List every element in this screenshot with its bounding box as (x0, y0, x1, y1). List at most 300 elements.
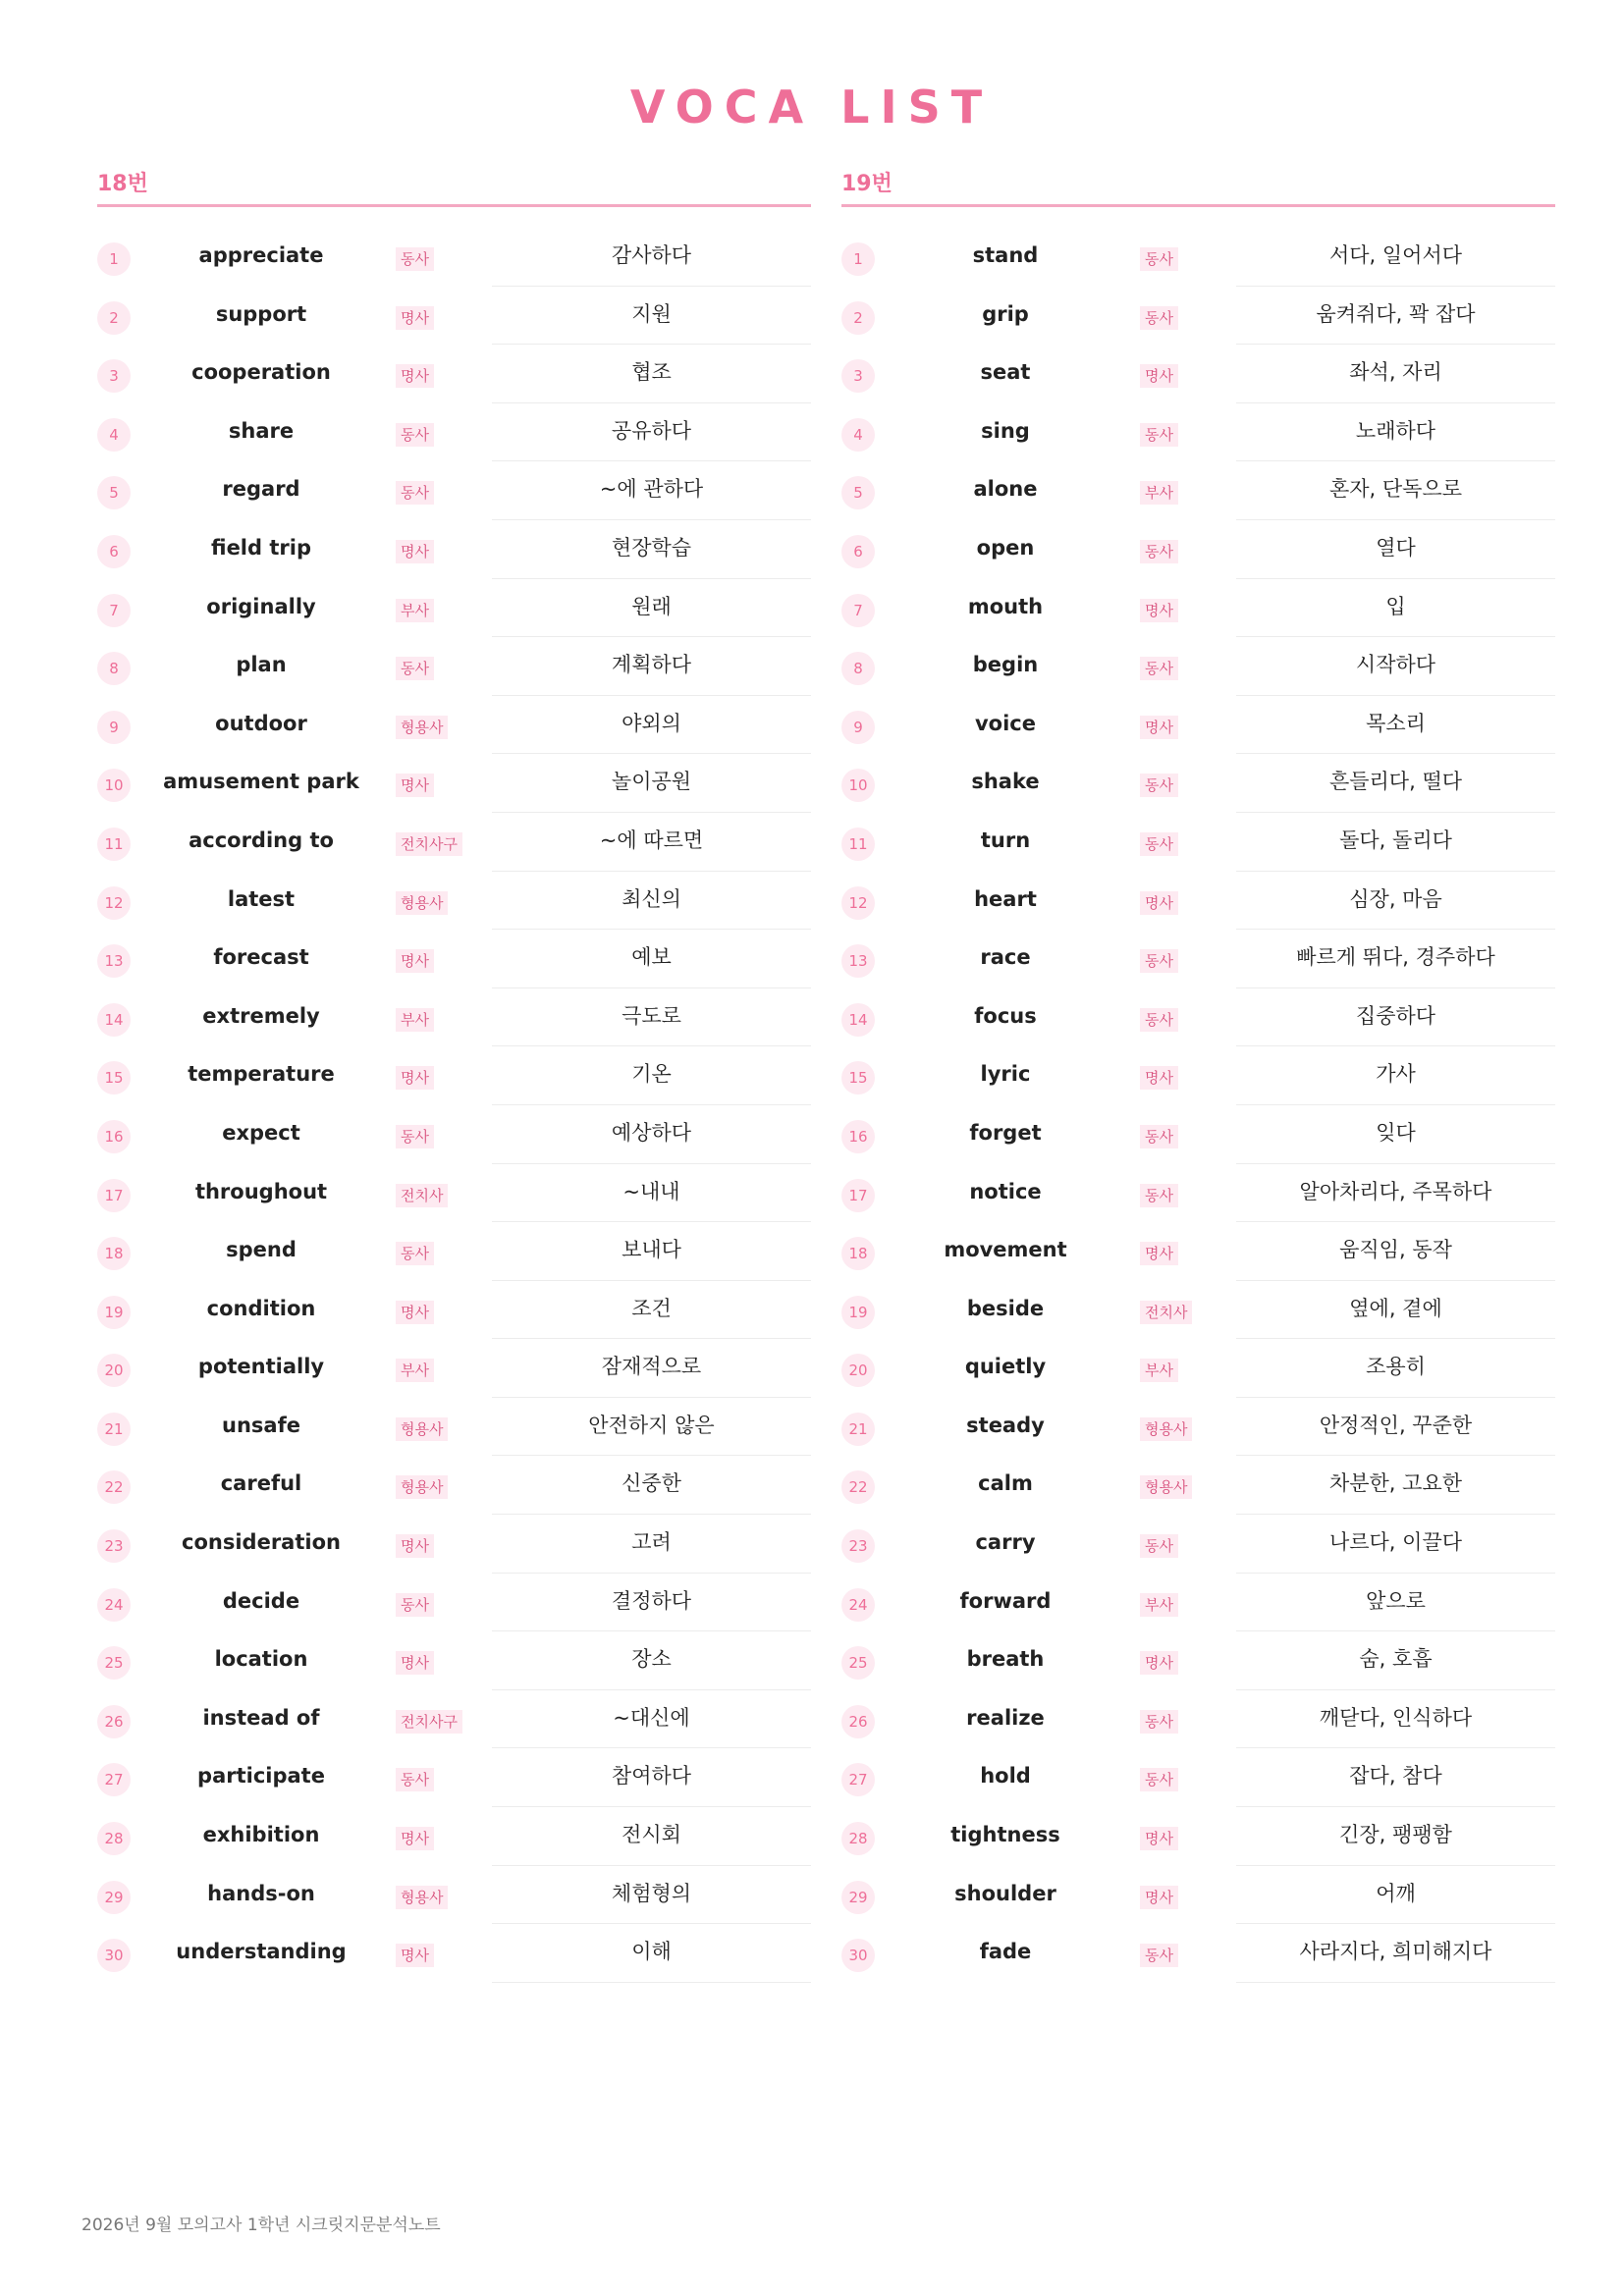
vocab-row (97, 695, 811, 754)
part-of-speech-badge: 동사 (1140, 1768, 1178, 1791)
vocab-meaning: 긴장, 팽팽함 (1236, 1806, 1555, 1866)
vocab-list (97, 227, 811, 1982)
part-of-speech-badge: 동사 (1140, 1008, 1178, 1032)
item-number-badge: 23 (841, 1529, 875, 1563)
vocab-meaning: 원래 (492, 578, 811, 638)
vocab-word: realize (966, 1705, 1045, 1730)
part-of-speech-badge: 동사 (1140, 540, 1178, 563)
vocab-row (841, 1455, 1555, 1514)
part-of-speech-badge: 동사 (1140, 1944, 1178, 1967)
item-number-badge: 1 (841, 242, 875, 276)
vocab-word: hold (980, 1764, 1031, 1789)
item-number-badge: 7 (841, 594, 875, 627)
item-number-badge: 3 (97, 359, 131, 393)
vocab-meaning: 깨닫다, 인식하다 (1236, 1689, 1555, 1749)
part-of-speech-badge: 명사 (1140, 716, 1178, 739)
vocab-meaning: 야외의 (492, 695, 811, 755)
item-number-badge: 18 (97, 1237, 131, 1270)
vocab-word: hands-on (207, 1881, 315, 1905)
vocab-word: notice (969, 1179, 1042, 1203)
vocab-row (97, 1865, 811, 1924)
item-number-badge: 2 (97, 301, 131, 335)
vocab-meaning: 놀이공원 (492, 753, 811, 813)
vocab-word: race (980, 945, 1031, 970)
vocab-word: tightness (950, 1823, 1060, 1847)
vocab-meaning: 입 (1236, 578, 1555, 638)
vocab-meaning: 체험형의 (492, 1865, 811, 1925)
item-number-badge: 4 (97, 418, 131, 452)
vocab-row (841, 402, 1555, 461)
vocab-word: focus (974, 1003, 1037, 1028)
item-number-badge: 10 (97, 769, 131, 802)
vocab-row (97, 1280, 811, 1339)
vocab-word: understanding (176, 1940, 347, 1964)
vocab-word: potentially (197, 1355, 325, 1379)
vocab-meaning: 감사하다 (492, 227, 811, 287)
vocab-meaning: 혼자, 단독으로 (1236, 460, 1555, 520)
part-of-speech-badge: 형용사 (396, 1417, 448, 1441)
part-of-speech-badge: 동사 (396, 1593, 434, 1617)
vocab-row (841, 1338, 1555, 1397)
item-number-badge: 11 (841, 828, 875, 861)
vocab-meaning: 집중하다 (1236, 988, 1555, 1047)
vocab-meaning: 사라지다, 희미해지다 (1236, 1923, 1555, 1983)
vocab-meaning: 옆에, 곁에 (1236, 1280, 1555, 1340)
vocab-word: shoulder (954, 1881, 1056, 1905)
vocab-row (97, 1514, 811, 1573)
vocab-word: location (214, 1647, 308, 1672)
vocab-row (97, 578, 811, 637)
vocab-row (841, 1163, 1555, 1222)
part-of-speech-badge: 명사 (396, 774, 434, 797)
part-of-speech-badge: 부사 (396, 599, 434, 622)
part-of-speech-badge: 명사 (1140, 1886, 1178, 1909)
item-number-badge: 16 (841, 1120, 875, 1153)
vocab-row (841, 1221, 1555, 1280)
section-divider (841, 204, 1555, 207)
vocab-row (841, 519, 1555, 578)
vocab-word: open (976, 535, 1035, 560)
part-of-speech-badge: 동사 (1140, 247, 1178, 271)
vocab-word: throughout (194, 1179, 328, 1203)
vocab-meaning: ~에 관하다 (492, 460, 811, 520)
item-number-badge: 17 (97, 1179, 131, 1212)
vocab-meaning: ~에 따르면 (492, 812, 811, 872)
vocab-row (97, 1573, 811, 1631)
part-of-speech-badge: 동사 (1140, 1710, 1178, 1734)
item-number-badge: 8 (841, 652, 875, 685)
vocab-row (841, 1747, 1555, 1806)
vocab-word: regard (222, 477, 300, 502)
section-label: 19번 (841, 172, 893, 196)
vocab-word: lyric (980, 1062, 1031, 1087)
vocab-row (841, 1104, 1555, 1163)
item-number-badge: 3 (841, 359, 875, 393)
part-of-speech-badge: 형용사 (1140, 1475, 1192, 1499)
vocab-meaning: 심장, 마음 (1236, 871, 1555, 931)
item-number-badge: 23 (97, 1529, 131, 1563)
item-number-badge: 17 (841, 1179, 875, 1212)
part-of-speech-badge: 형용사 (396, 1886, 448, 1909)
vocab-word: calm (978, 1471, 1033, 1496)
vocab-row (97, 812, 811, 871)
part-of-speech-badge: 명사 (396, 306, 434, 330)
vocab-row (97, 636, 811, 695)
vocab-meaning: 조건 (492, 1280, 811, 1340)
vocab-row (841, 460, 1555, 519)
part-of-speech-badge: 명사 (1140, 1651, 1178, 1675)
vocab-row (97, 402, 811, 461)
vocab-row (841, 695, 1555, 754)
vocab-row (97, 1630, 811, 1689)
part-of-speech-badge: 동사 (1140, 774, 1178, 797)
vocab-meaning: 공유하다 (492, 402, 811, 462)
vocab-row (97, 286, 811, 345)
vocab-row (841, 636, 1555, 695)
vocab-meaning: 최신의 (492, 871, 811, 931)
vocab-meaning: 잠재적으로 (492, 1338, 811, 1398)
vocab-word: appreciate (198, 243, 324, 267)
vocab-row (841, 1630, 1555, 1689)
item-number-badge: 7 (97, 594, 131, 627)
vocab-row (97, 1455, 811, 1514)
vocab-word: sing (981, 418, 1030, 443)
vocab-meaning: 지원 (492, 286, 811, 346)
item-number-badge: 30 (841, 1939, 875, 1972)
vocab-row (97, 1747, 811, 1806)
vocab-row (841, 1573, 1555, 1631)
vocab-word: extremely (202, 1003, 320, 1028)
part-of-speech-badge: 명사 (1140, 1827, 1178, 1850)
vocab-meaning: 노래하다 (1236, 402, 1555, 462)
section-label: 18번 (97, 172, 148, 196)
item-number-badge: 13 (841, 944, 875, 978)
vocab-word: fade (979, 1940, 1032, 1964)
part-of-speech-badge: 명사 (1140, 891, 1178, 915)
item-number-badge: 14 (97, 1003, 131, 1037)
item-number-badge: 28 (841, 1822, 875, 1855)
page-footer: 2026년 9월 모의고사 1학년 시크릿지문분석노트 (81, 2216, 441, 2235)
part-of-speech-badge: 동사 (1140, 306, 1178, 330)
vocab-row (841, 578, 1555, 637)
vocab-meaning: 신중한 (492, 1455, 811, 1515)
vocab-meaning: 목소리 (1236, 695, 1555, 755)
vocab-section-right (841, 165, 1555, 1982)
vocab-row (97, 519, 811, 578)
vocab-meaning: 잊다 (1236, 1104, 1555, 1164)
part-of-speech-badge: 명사 (396, 1944, 434, 1967)
vocab-word: instead of (202, 1705, 320, 1730)
vocab-meaning: 서다, 일어서다 (1236, 227, 1555, 287)
vocab-row (841, 929, 1555, 988)
vocab-meaning: 기온 (492, 1045, 811, 1105)
vocab-meaning: 나르다, 이끌다 (1236, 1514, 1555, 1574)
part-of-speech-badge: 부사 (1140, 481, 1178, 505)
part-of-speech-badge: 동사 (396, 481, 434, 505)
part-of-speech-badge: 형용사 (396, 716, 448, 739)
item-number-badge: 26 (841, 1705, 875, 1738)
vocab-word: consideration (182, 1530, 341, 1555)
vocab-row (841, 1514, 1555, 1573)
vocab-row (97, 1923, 811, 1982)
vocab-row (97, 1338, 811, 1397)
vocab-meaning: ~대신에 (492, 1689, 811, 1749)
item-number-badge: 14 (841, 1003, 875, 1037)
vocab-meaning: 이해 (492, 1923, 811, 1983)
part-of-speech-badge: 동사 (396, 1768, 434, 1791)
part-of-speech-badge: 전치사구 (396, 832, 462, 856)
item-number-badge: 15 (97, 1061, 131, 1095)
vocab-meaning: 움켜쥐다, 꽉 잡다 (1236, 286, 1555, 346)
vocab-word: participate (197, 1764, 325, 1789)
vocab-word: movement (944, 1238, 1067, 1262)
vocab-meaning: 고려 (492, 1514, 811, 1574)
part-of-speech-badge: 명사 (1140, 599, 1178, 622)
part-of-speech-badge: 전치사 (1140, 1301, 1192, 1324)
vocab-meaning: 숨, 호흡 (1236, 1630, 1555, 1690)
part-of-speech-badge: 명사 (396, 364, 434, 388)
vocab-meaning: 참여하다 (492, 1747, 811, 1807)
part-of-speech-badge: 형용사 (1140, 1417, 1192, 1441)
item-number-badge: 4 (841, 418, 875, 452)
vocab-meaning: 열다 (1236, 519, 1555, 579)
vocab-row (841, 344, 1555, 402)
vocab-row (97, 929, 811, 988)
item-number-badge: 6 (97, 535, 131, 568)
item-number-badge: 19 (97, 1296, 131, 1329)
item-number-badge: 13 (97, 944, 131, 978)
item-number-badge: 20 (841, 1354, 875, 1387)
vocab-row (841, 1045, 1555, 1104)
part-of-speech-badge: 부사 (396, 1008, 434, 1032)
item-number-badge: 20 (97, 1354, 131, 1387)
vocab-word: exhibition (202, 1823, 320, 1847)
item-number-badge: 29 (841, 1881, 875, 1914)
vocab-meaning: ~내내 (492, 1163, 811, 1223)
vocab-word: careful (220, 1471, 302, 1496)
part-of-speech-badge: 부사 (1140, 1359, 1178, 1382)
vocab-meaning: 어깨 (1236, 1865, 1555, 1925)
vocab-word: support (215, 301, 307, 326)
vocab-row (841, 1689, 1555, 1748)
part-of-speech-badge: 명사 (1140, 1242, 1178, 1265)
part-of-speech-badge: 명사 (396, 1066, 434, 1090)
part-of-speech-badge: 동사 (1140, 1125, 1178, 1148)
part-of-speech-badge: 명사 (1140, 1066, 1178, 1090)
vocab-row (97, 1104, 811, 1163)
vocab-word: unsafe (222, 1413, 300, 1437)
vocab-word: heart (974, 886, 1037, 911)
vocab-meaning: 안전하지 않은 (492, 1397, 811, 1457)
vocab-meaning: 잡다, 참다 (1236, 1747, 1555, 1807)
vocab-word: share (228, 418, 295, 443)
item-number-badge: 6 (841, 535, 875, 568)
item-number-badge: 29 (97, 1881, 131, 1914)
part-of-speech-badge: 동사 (396, 1242, 434, 1265)
vocab-word: outdoor (215, 711, 307, 735)
part-of-speech-badge: 동사 (396, 657, 434, 680)
vocab-word: quietly (964, 1355, 1047, 1379)
vocab-word: forget (969, 1120, 1042, 1145)
vocab-word: turn (980, 828, 1031, 852)
part-of-speech-badge: 동사 (396, 423, 434, 447)
vocab-row (97, 1045, 811, 1104)
item-number-badge: 26 (97, 1705, 131, 1738)
vocab-word: field trip (211, 535, 311, 560)
vocab-meaning: 움직임, 동작 (1236, 1221, 1555, 1281)
part-of-speech-badge: 명사 (396, 540, 434, 563)
vocab-row (841, 286, 1555, 345)
item-number-badge: 5 (97, 476, 131, 509)
item-number-badge: 10 (841, 769, 875, 802)
vocab-row (841, 871, 1555, 930)
item-number-badge: 5 (841, 476, 875, 509)
vocab-word: beside (966, 1296, 1045, 1320)
part-of-speech-badge: 명사 (396, 1651, 434, 1675)
vocab-word: spend (226, 1238, 297, 1262)
vocab-meaning: 현장학습 (492, 519, 811, 579)
vocab-row (97, 460, 811, 519)
part-of-speech-badge: 명사 (1140, 364, 1178, 388)
vocab-row (841, 1280, 1555, 1339)
vocab-meaning: 알아차리다, 주목하다 (1236, 1163, 1555, 1223)
vocab-word: decide (222, 1588, 300, 1613)
vocab-word: grip (982, 301, 1029, 326)
vocab-word: condition (206, 1296, 316, 1320)
vocab-row (841, 812, 1555, 871)
item-number-badge: 9 (841, 711, 875, 744)
vocab-word: plan (236, 653, 287, 677)
part-of-speech-badge: 형용사 (396, 891, 448, 915)
item-number-badge: 27 (841, 1763, 875, 1796)
item-number-badge: 2 (841, 301, 875, 335)
vocab-row (841, 1923, 1555, 1982)
part-of-speech-badge: 명사 (396, 1534, 434, 1558)
vocab-word: stand (972, 243, 1039, 267)
vocab-meaning: 조용히 (1236, 1338, 1555, 1398)
item-number-badge: 28 (97, 1822, 131, 1855)
vocab-word: cooperation (191, 360, 331, 385)
vocab-meaning: 안정적인, 꾸준한 (1236, 1397, 1555, 1457)
vocab-meaning: 가사 (1236, 1045, 1555, 1105)
vocab-meaning: 시작하다 (1236, 636, 1555, 696)
part-of-speech-badge: 동사 (1140, 423, 1178, 447)
page-title: VOCA LIST (629, 80, 994, 133)
vocab-row (97, 1221, 811, 1280)
vocab-meaning: 좌석, 자리 (1236, 344, 1555, 403)
vocab-word: alone (973, 477, 1038, 502)
vocab-meaning: 돌다, 돌리다 (1236, 812, 1555, 872)
item-number-badge: 27 (97, 1763, 131, 1796)
vocab-word: forward (959, 1588, 1052, 1613)
vocab-meaning: 차분한, 고요한 (1236, 1455, 1555, 1515)
vocab-row (841, 227, 1555, 286)
item-number-badge: 8 (97, 652, 131, 685)
vocab-row (97, 753, 811, 812)
item-number-badge: 22 (97, 1470, 131, 1504)
vocab-row (97, 1689, 811, 1748)
item-number-badge: 21 (841, 1413, 875, 1446)
item-number-badge: 9 (97, 711, 131, 744)
vocab-section-left (97, 165, 811, 1982)
vocab-word: expect (222, 1120, 300, 1145)
vocab-meaning: 전시회 (492, 1806, 811, 1866)
item-number-badge: 12 (841, 886, 875, 920)
vocab-row (841, 1806, 1555, 1865)
part-of-speech-badge: 명사 (396, 949, 434, 973)
vocab-meaning: 결정하다 (492, 1573, 811, 1632)
vocab-word: amusement park (163, 770, 359, 794)
vocab-list (841, 227, 1555, 1982)
vocab-row (97, 344, 811, 402)
vocab-meaning: 앞으로 (1236, 1573, 1555, 1632)
item-number-badge: 21 (97, 1413, 131, 1446)
vocab-row (97, 1806, 811, 1865)
vocab-row (97, 1163, 811, 1222)
vocab-word: according to (189, 828, 334, 852)
item-number-badge: 25 (97, 1646, 131, 1680)
vocab-word: begin (972, 653, 1039, 677)
part-of-speech-badge: 명사 (396, 1827, 434, 1850)
vocab-meaning: 협조 (492, 344, 811, 403)
vocab-word: mouth (967, 594, 1044, 618)
item-number-badge: 19 (841, 1296, 875, 1329)
vocab-word: temperature (188, 1062, 335, 1087)
section-divider (97, 204, 811, 207)
item-number-badge: 24 (841, 1588, 875, 1622)
vocab-row (841, 1865, 1555, 1924)
vocab-word: forecast (213, 945, 309, 970)
item-number-badge: 22 (841, 1470, 875, 1504)
vocab-row (841, 753, 1555, 812)
item-number-badge: 30 (97, 1939, 131, 1972)
part-of-speech-badge: 명사 (396, 1301, 434, 1324)
vocab-row (97, 871, 811, 930)
vocab-meaning: 예상하다 (492, 1104, 811, 1164)
part-of-speech-badge: 형용사 (396, 1475, 448, 1499)
part-of-speech-badge: 부사 (396, 1359, 434, 1382)
item-number-badge: 11 (97, 828, 131, 861)
vocab-meaning: 계획하다 (492, 636, 811, 696)
vocab-row (97, 227, 811, 286)
vocab-meaning: 흔들리다, 떨다 (1236, 753, 1555, 813)
part-of-speech-badge: 동사 (396, 1125, 434, 1148)
vocab-word: shake (971, 770, 1040, 794)
part-of-speech-badge: 동사 (1140, 657, 1178, 680)
vocab-row (97, 1397, 811, 1456)
vocab-meaning: 장소 (492, 1630, 811, 1690)
part-of-speech-badge: 전치사 (396, 1184, 448, 1207)
part-of-speech-badge: 전치사구 (396, 1710, 462, 1734)
part-of-speech-badge: 동사 (1140, 949, 1178, 973)
part-of-speech-badge: 동사 (1140, 832, 1178, 856)
item-number-badge: 12 (97, 886, 131, 920)
vocab-word: latest (227, 886, 296, 911)
part-of-speech-badge: 부사 (1140, 1593, 1178, 1617)
vocab-meaning: 예보 (492, 929, 811, 988)
vocab-word: seat (980, 360, 1031, 385)
vocab-word: carry (975, 1530, 1036, 1555)
vocab-word: voice (974, 711, 1036, 735)
vocab-meaning: 빠르게 뛰다, 경주하다 (1236, 929, 1555, 988)
item-number-badge: 25 (841, 1646, 875, 1680)
item-number-badge: 1 (97, 242, 131, 276)
vocab-word: steady (966, 1413, 1045, 1437)
item-number-badge: 15 (841, 1061, 875, 1095)
vocab-row (841, 988, 1555, 1046)
vocab-meaning: 극도로 (492, 988, 811, 1047)
item-number-badge: 16 (97, 1120, 131, 1153)
